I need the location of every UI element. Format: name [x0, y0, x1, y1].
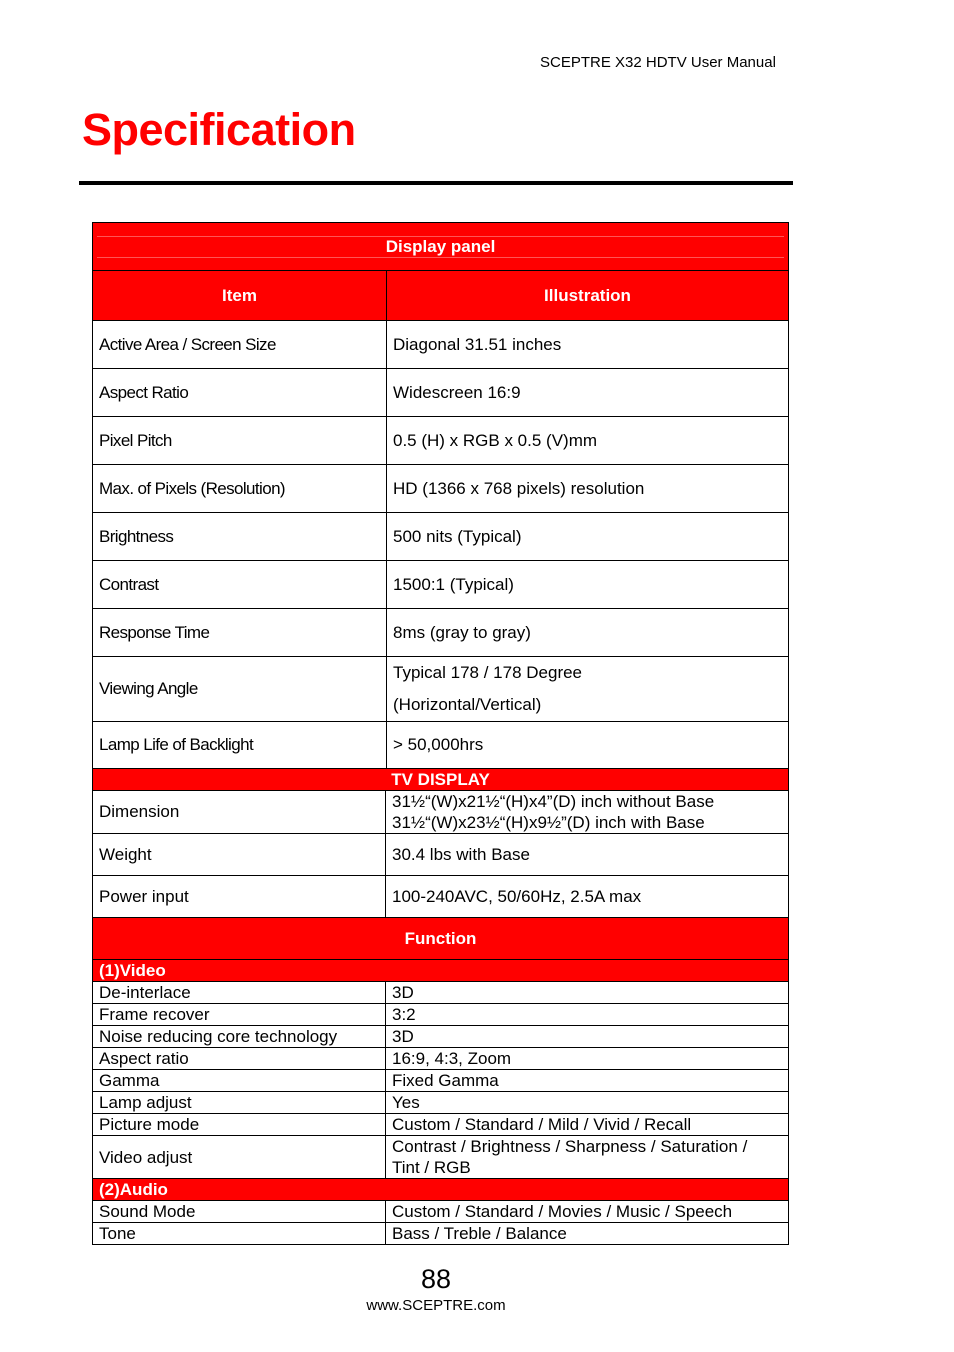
row-value-line: Tint / RGB [392, 1158, 471, 1177]
audio-subheader-row [93, 1179, 789, 1201]
row-value: 1500:1 (Typical) [387, 561, 789, 609]
row-value: Custom / Standard / Movies / Music / Speech [386, 1201, 789, 1223]
row-value: > 50,000hrs [387, 722, 789, 769]
column-header-item: Item [93, 271, 387, 321]
row-item: Viewing Angle [93, 657, 387, 722]
row-value-line: (Horizontal/Vertical) [393, 695, 542, 714]
row-item: Aspect ratio [93, 1048, 386, 1070]
table-row [93, 722, 789, 769]
row-item: Active Area / Screen Size [93, 321, 387, 369]
table-row [93, 1114, 789, 1136]
table-row [93, 369, 789, 417]
row-value: 0.5 (H) x RGB x 0.5 (V)mm [387, 417, 789, 465]
row-item: Max. of Pixels (Resolution) [93, 465, 387, 513]
row-value [386, 1136, 789, 1179]
row-item: Weight [93, 834, 386, 876]
table-row [93, 657, 789, 722]
row-item: Tone [93, 1223, 386, 1245]
function-table [92, 917, 789, 1245]
manual-title: SCEPTRE X32 HDTV User Manual [540, 54, 776, 71]
row-value: 3D [386, 982, 789, 1004]
row-item: Aspect Ratio [93, 369, 387, 417]
row-value: 100-240AVC, 50/60Hz, 2.5A max [386, 876, 789, 918]
table-row [93, 1070, 789, 1092]
row-value: 3D [386, 1026, 789, 1048]
row-item: Pixel Pitch [93, 417, 387, 465]
video-subtitle: (1)Video [93, 960, 789, 982]
table-row [93, 982, 789, 1004]
table-row [93, 1223, 789, 1245]
row-item: Response Time [93, 609, 387, 657]
row-item: Gamma [93, 1070, 386, 1092]
function-header-row [93, 918, 789, 960]
row-value: 3:2 [386, 1004, 789, 1026]
table-row [93, 791, 789, 834]
heading-divider [79, 181, 793, 185]
table-row [93, 561, 789, 609]
display-panel-title: Display panel [93, 223, 789, 271]
table-row [93, 465, 789, 513]
row-item: De-interlace [93, 982, 386, 1004]
tv-display-title: TV DISPLAY [93, 769, 789, 791]
row-value: 8ms (gray to gray) [387, 609, 789, 657]
row-value: HD (1366 x 768 pixels) resolution [387, 465, 789, 513]
row-value: 500 nits (Typical) [387, 513, 789, 561]
display-panel-header-row [93, 223, 789, 271]
table-row [93, 1136, 789, 1179]
row-item: Power input [93, 876, 386, 918]
column-header-row [93, 271, 789, 321]
row-value-line: Contrast / Brightness / Sharpness / Saturation / [392, 1137, 748, 1156]
table-row [93, 417, 789, 465]
row-item: Lamp Life of Backlight [93, 722, 387, 769]
function-title: Function [93, 918, 789, 960]
row-value: Widescreen 16:9 [387, 369, 789, 417]
row-value: 30.4 lbs with Base [386, 834, 789, 876]
table-row [93, 1004, 789, 1026]
row-value: Diagonal 31.51 inches [387, 321, 789, 369]
column-header-illustration: Illustration [387, 271, 789, 321]
table-row [93, 513, 789, 561]
table-row [93, 1026, 789, 1048]
row-item: Contrast [93, 561, 387, 609]
row-item: Noise reducing core technology [93, 1026, 386, 1048]
table-row [93, 876, 789, 918]
row-value [386, 791, 789, 834]
table-row [93, 1048, 789, 1070]
table-row [93, 1092, 789, 1114]
tv-display-table [92, 768, 789, 918]
display-panel-table [92, 222, 789, 769]
row-value-line: 31½“(W)x23½“(H)x9½”(D) inch with Base [392, 813, 705, 832]
audio-subtitle: (2)Audio [93, 1179, 789, 1201]
row-item: Picture mode [93, 1114, 386, 1136]
tv-display-header-row [93, 769, 789, 791]
table-row [93, 834, 789, 876]
website-footer: www.SCEPTRE.com [366, 1297, 506, 1314]
table-row [93, 1201, 789, 1223]
row-value: Yes [386, 1092, 789, 1114]
page-number: 88 [420, 1264, 452, 1294]
row-item: Frame recover [93, 1004, 386, 1026]
table-row [93, 609, 789, 657]
row-item: Sound Mode [93, 1201, 386, 1223]
table-row [93, 321, 789, 369]
row-value: Bass / Treble / Balance [386, 1223, 789, 1245]
row-value: Fixed Gamma [386, 1070, 789, 1092]
row-value-line: 31½“(W)x21½“(H)x4”(D) inch without Base [392, 792, 715, 811]
row-item: Lamp adjust [93, 1092, 386, 1114]
page-title: Specification [82, 104, 356, 155]
row-value [387, 657, 789, 722]
row-item: Dimension [93, 791, 386, 834]
video-subheader-row [93, 960, 789, 982]
row-value: Custom / Standard / Mild / Vivid / Recall [386, 1114, 789, 1136]
row-item: Brightness [93, 513, 387, 561]
row-item: Video adjust [93, 1136, 386, 1179]
row-value-line: Typical 178 / 178 Degree [393, 663, 583, 682]
row-value: 16:9, 4:3, Zoom [386, 1048, 789, 1070]
